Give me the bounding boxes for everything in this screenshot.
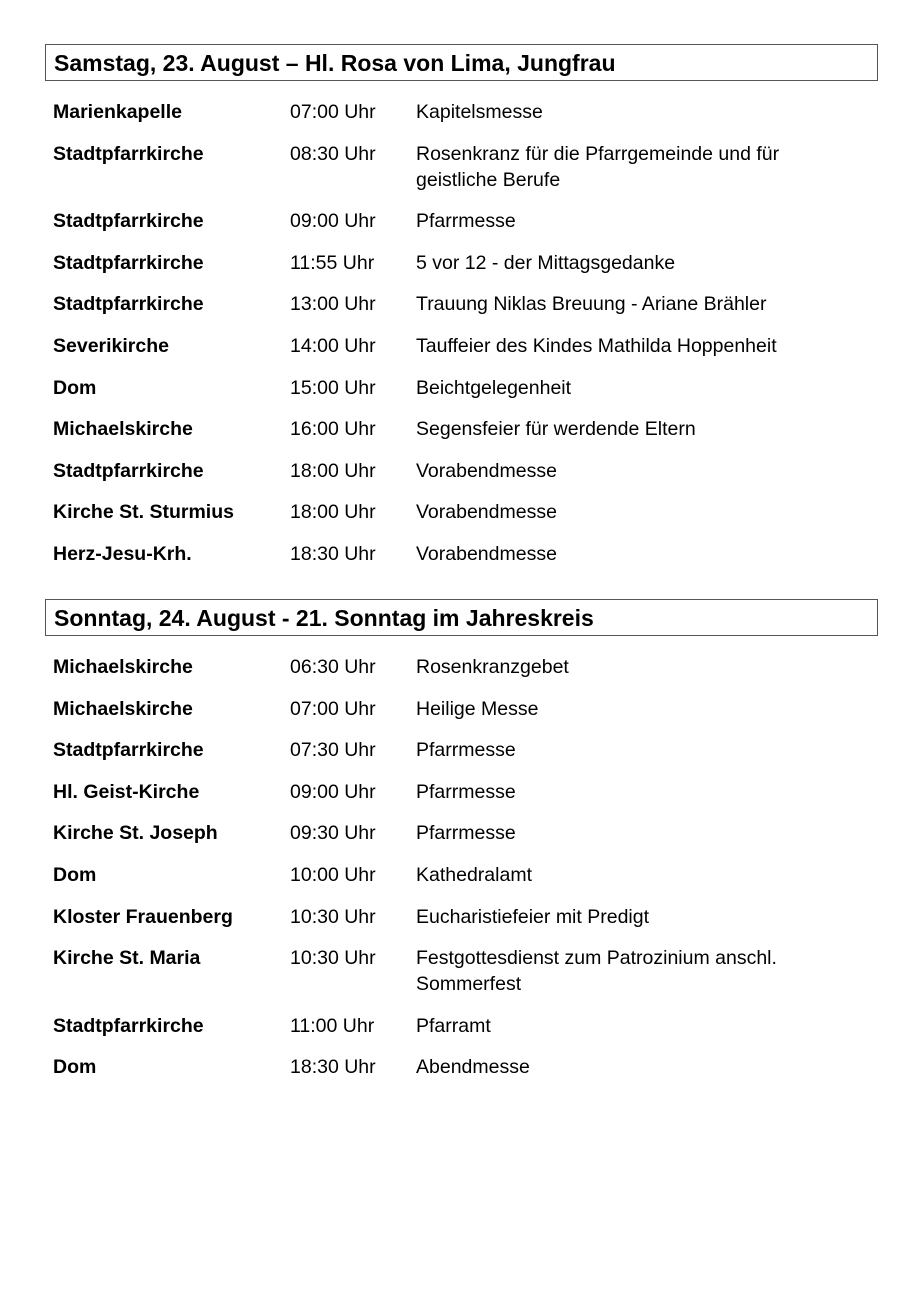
event-place: Stadtpfarrkirche xyxy=(53,739,204,762)
event-place: Michaelskirche xyxy=(53,418,193,441)
day-header-saturday: Samstag, 23. August – Hl. Rosa von Lima, Jungfrau xyxy=(45,44,878,81)
event-time: 11:00 Uhr xyxy=(290,1014,375,1037)
event-description: Pfarrmesse xyxy=(416,210,516,233)
event-row xyxy=(0,945,924,997)
event-time: 08:30 Uhr xyxy=(290,142,376,165)
event-row xyxy=(0,375,924,401)
event-row xyxy=(0,291,924,317)
event-row xyxy=(0,99,924,125)
event-row xyxy=(0,208,924,234)
event-description: Heilige Messe xyxy=(416,697,539,720)
event-place: Herz-Jesu-Krh. xyxy=(53,542,192,565)
event-description: Vorabendmesse xyxy=(416,542,557,565)
event-time: 14:00 Uhr xyxy=(290,334,376,357)
event-row xyxy=(0,250,924,276)
event-place: Stadtpfarrkirche xyxy=(53,251,204,274)
event-description: Tauffeier des Kindes Mathilda Hoppenheit xyxy=(416,334,777,357)
event-description: Trauung Niklas Breuung - Ariane Brähler xyxy=(416,293,767,316)
event-time: 16:00 Uhr xyxy=(290,418,376,441)
event-description: Vorabendmesse xyxy=(416,501,557,524)
event-description: 5 vor 12 - der Mittagsgedanke xyxy=(416,251,676,274)
event-description: Rosenkranz für die Pfarrgemeinde und für geistliche Berufe xyxy=(416,142,780,191)
event-time: 10:30 Uhr xyxy=(290,905,376,928)
event-place: Stadtpfarrkirche xyxy=(53,293,204,316)
event-place: Michaelskirche xyxy=(53,656,193,678)
event-time: 15:00 Uhr xyxy=(290,376,376,399)
event-place: Stadtpfarrkirche xyxy=(53,1014,204,1037)
event-row xyxy=(0,141,924,193)
event-row xyxy=(0,904,924,930)
event-place: Dom xyxy=(53,376,97,399)
event-description: Vorabendmesse xyxy=(416,459,557,482)
event-description: Beichtgelegenheit xyxy=(416,376,572,399)
event-place: Michaelskirche xyxy=(53,697,193,720)
event-time: 10:30 Uhr xyxy=(290,947,376,970)
event-description: Festgottesdienst zum Patrozinium anschl. Sommerfest xyxy=(416,947,777,996)
event-place: Stadtpfarrkirche xyxy=(53,210,204,233)
event-description: Kathedralamt xyxy=(416,863,532,886)
event-row xyxy=(0,737,924,763)
event-row xyxy=(0,333,924,359)
event-row xyxy=(0,820,924,846)
event-row xyxy=(0,1013,924,1039)
event-time: 07:30 Uhr xyxy=(290,739,376,762)
event-row xyxy=(0,654,924,680)
event-row xyxy=(0,1054,924,1080)
event-time: 07:00 Uhr xyxy=(290,101,376,123)
event-row xyxy=(0,541,924,567)
event-place: Hl. Geist-Kirche xyxy=(53,780,200,803)
event-description: Kapitelsmesse xyxy=(416,101,543,123)
event-row xyxy=(0,458,924,484)
event-place: Kirche St. Sturmius xyxy=(53,501,234,524)
event-place: Marienkapelle xyxy=(53,101,182,123)
event-row xyxy=(0,696,924,722)
event-time: 07:00 Uhr xyxy=(290,697,376,720)
event-list-saturday xyxy=(0,99,924,583)
event-time: 18:30 Uhr xyxy=(290,1056,376,1079)
event-time: 09:00 Uhr xyxy=(290,780,376,803)
event-row xyxy=(0,862,924,888)
event-place: Stadtpfarrkirche xyxy=(53,459,204,482)
event-time: 13:00 Uhr xyxy=(290,293,376,316)
event-place: Kirche St. Joseph xyxy=(53,822,218,845)
event-row xyxy=(0,416,924,442)
event-description: Pfarrmesse xyxy=(416,822,516,845)
event-description: Eucharistiefeier mit Predigt xyxy=(416,905,650,928)
event-time: 09:30 Uhr xyxy=(290,822,376,845)
event-description: Pfarrmesse xyxy=(416,780,516,803)
event-place: Stadtpfarrkirche xyxy=(53,142,204,165)
event-place: Dom xyxy=(53,863,97,886)
event-place: Dom xyxy=(53,1056,97,1079)
event-time: 11:55 Uhr xyxy=(290,251,375,274)
event-time: 09:00 Uhr xyxy=(290,210,376,233)
event-place: Kirche St. Maria xyxy=(53,947,201,970)
event-description: Pfarramt xyxy=(416,1014,491,1037)
event-row xyxy=(0,779,924,805)
event-description: Rosenkranzgebet xyxy=(416,656,569,678)
event-description: Abendmesse xyxy=(416,1056,530,1079)
event-row xyxy=(0,499,924,525)
event-time: 10:00 Uhr xyxy=(290,863,376,886)
event-time: 18:30 Uhr xyxy=(290,542,376,565)
event-list-sunday xyxy=(0,654,924,1096)
event-time: 18:00 Uhr xyxy=(290,459,376,482)
event-place: Kloster Frauenberg xyxy=(53,905,233,928)
event-time: 18:00 Uhr xyxy=(290,501,376,524)
event-description: Pfarrmesse xyxy=(416,739,516,762)
event-time: 06:30 Uhr xyxy=(290,656,376,678)
event-place: Severikirche xyxy=(53,334,170,357)
day-header-sunday: Sonntag, 24. August - 21. Sonntag im Jahreskreis xyxy=(45,599,878,636)
event-description: Segensfeier für werdende Eltern xyxy=(416,418,696,441)
